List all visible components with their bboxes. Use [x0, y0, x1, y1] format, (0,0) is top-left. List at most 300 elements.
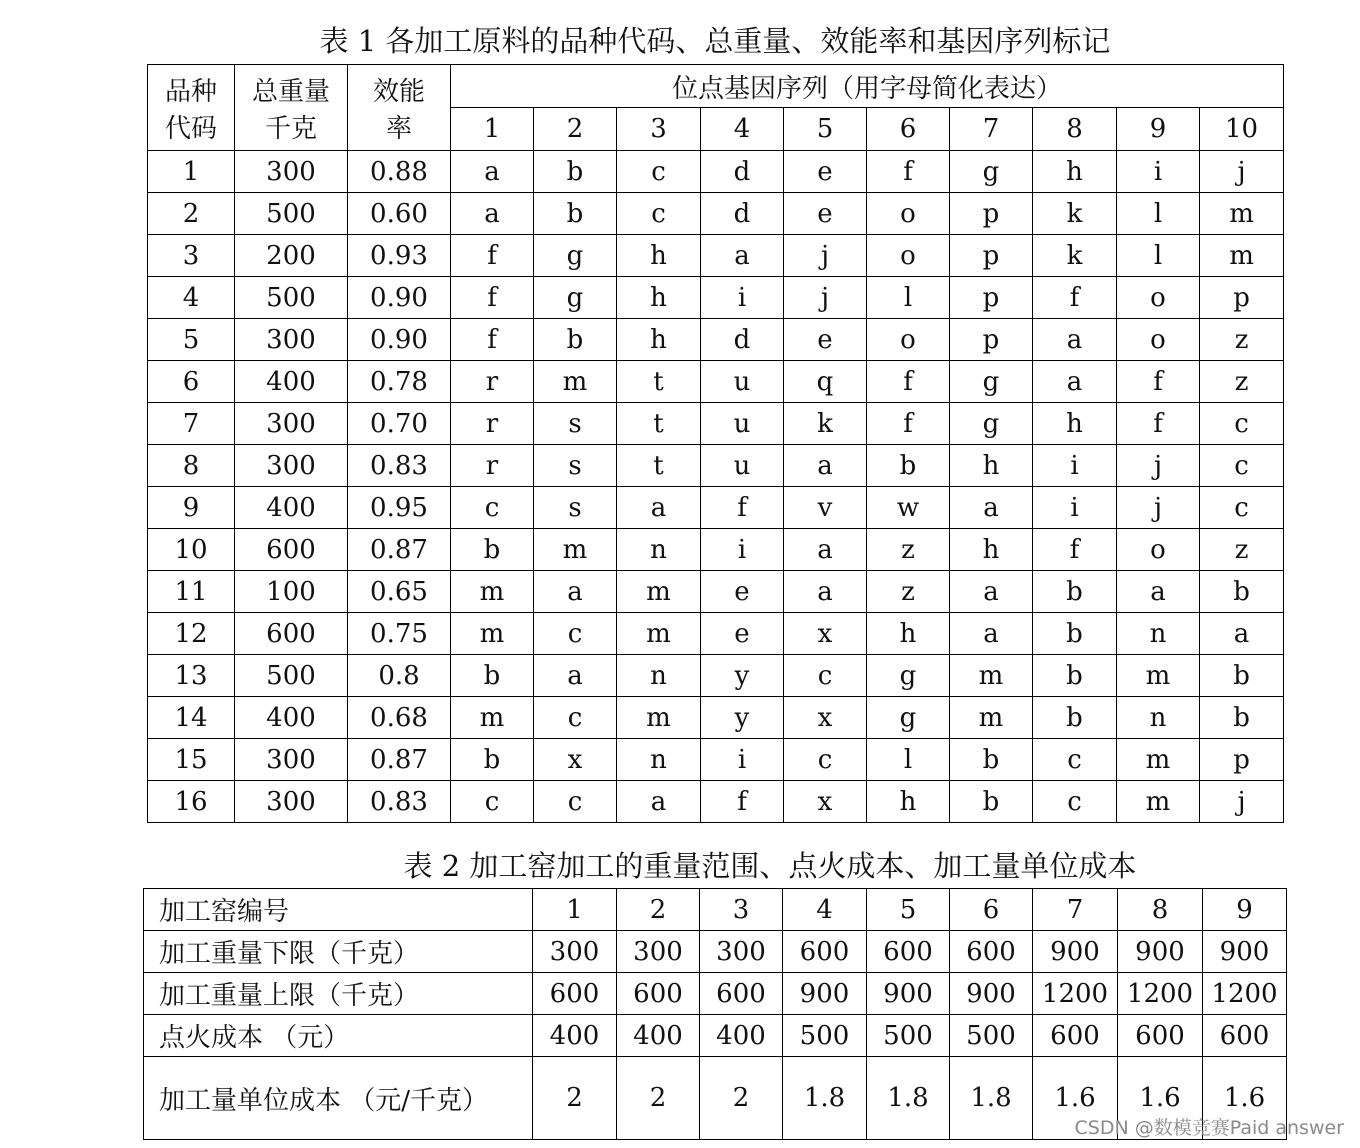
cell-gene: s	[534, 403, 617, 445]
cell-code: 11	[148, 571, 235, 613]
cell-gene: d	[701, 151, 784, 193]
row-label: 加工重量上限（千克）	[144, 973, 533, 1015]
cell-value: 4	[783, 889, 867, 931]
cell-gene: j	[1117, 487, 1200, 529]
cell-gene: x	[534, 739, 617, 781]
cell-gene: a	[1033, 361, 1117, 403]
cell-gene: p	[950, 277, 1033, 319]
header-weight-line1: 总重量	[251, 76, 330, 107]
cell-code: 2	[148, 193, 235, 235]
cell-gene: j	[1117, 445, 1200, 487]
cell-rate: 0.90	[348, 277, 451, 319]
cell-gene: f	[1033, 529, 1117, 571]
cell-gene: o	[1117, 529, 1200, 571]
cell-rate: 0.87	[348, 529, 451, 571]
cell-rate: 0.83	[348, 445, 451, 487]
header-code-line1: 品种	[164, 76, 217, 107]
cell-value: 2	[533, 1057, 617, 1140]
table-row	[148, 739, 1284, 781]
header-position: 8	[1033, 108, 1117, 151]
cell-gene: a	[451, 193, 534, 235]
table-row	[148, 319, 1284, 361]
cell-weight: 500	[235, 655, 348, 697]
table-row	[148, 697, 1284, 739]
cell-rate: 0.88	[348, 151, 451, 193]
cell-gene: h	[617, 235, 701, 277]
cell-rate: 0.90	[348, 319, 451, 361]
cell-gene: o	[867, 193, 950, 235]
cell-weight: 500	[235, 193, 348, 235]
cell-value: 600	[950, 931, 1033, 973]
cell-rate: 0.78	[348, 361, 451, 403]
cell-gene: i	[1033, 445, 1117, 487]
cell-gene: a	[617, 781, 701, 823]
cell-gene: l	[1117, 235, 1200, 277]
cell-gene: a	[1033, 319, 1117, 361]
cell-gene: d	[701, 193, 784, 235]
cell-gene: r	[451, 361, 534, 403]
cell-gene: u	[701, 361, 784, 403]
cell-gene: d	[701, 319, 784, 361]
cell-gene: m	[1117, 739, 1200, 781]
header-code	[148, 65, 235, 151]
cell-value: 1.8	[783, 1057, 867, 1140]
cell-gene: b	[1033, 571, 1117, 613]
cell-gene: x	[784, 781, 867, 823]
cell-gene: m	[1200, 235, 1284, 277]
cell-gene: u	[701, 445, 784, 487]
cell-gene: b	[451, 655, 534, 697]
cell-gene: e	[784, 319, 867, 361]
cell-gene: s	[534, 445, 617, 487]
cell-weight: 600	[235, 613, 348, 655]
cell-gene: c	[1033, 739, 1117, 781]
cell-value: 2	[617, 1057, 700, 1140]
cell-code: 15	[148, 739, 235, 781]
cell-value: 600	[533, 973, 617, 1015]
cell-gene: u	[701, 403, 784, 445]
header-position: 5	[784, 108, 867, 151]
cell-value: 3	[700, 889, 783, 931]
cell-gene: b	[534, 151, 617, 193]
cell-weight: 100	[235, 571, 348, 613]
cell-gene: m	[1117, 781, 1200, 823]
cell-gene: o	[1117, 319, 1200, 361]
cell-gene: h	[1033, 151, 1117, 193]
cell-value: 600	[617, 973, 700, 1015]
cell-gene: m	[534, 361, 617, 403]
cell-gene: z	[867, 571, 950, 613]
cell-gene: l	[867, 277, 950, 319]
header-position: 3	[617, 108, 701, 151]
cell-value: 7	[1033, 889, 1118, 931]
table-row	[148, 193, 1284, 235]
cell-gene: g	[534, 235, 617, 277]
table-row	[148, 151, 1284, 193]
cell-gene: i	[701, 529, 784, 571]
table-row	[148, 277, 1284, 319]
cell-gene: b	[1033, 697, 1117, 739]
cell-rate: 0.93	[348, 235, 451, 277]
cell-code: 10	[148, 529, 235, 571]
cell-gene: f	[1117, 403, 1200, 445]
cell-value: 900	[950, 973, 1033, 1015]
table-row	[148, 613, 1284, 655]
row-label: 加工量单位成本 （元/千克）	[144, 1057, 533, 1140]
cell-value: 1.6	[1118, 1057, 1203, 1140]
cell-gene: g	[867, 697, 950, 739]
cell-gene: c	[617, 151, 701, 193]
cell-gene: e	[701, 571, 784, 613]
cell-gene: a	[1200, 613, 1284, 655]
cell-gene: f	[451, 319, 534, 361]
cell-value: 1200	[1118, 973, 1203, 1015]
row-label: 加工重量下限（千克）	[144, 931, 533, 973]
cell-gene: p	[1200, 739, 1284, 781]
cell-gene: h	[617, 319, 701, 361]
cell-gene: k	[1033, 235, 1117, 277]
cell-value: 1200	[1203, 973, 1287, 1015]
cell-rate: 0.95	[348, 487, 451, 529]
table-row	[144, 1015, 1287, 1057]
table-row	[148, 571, 1284, 613]
header-rate	[348, 65, 451, 151]
cell-value: 900	[1033, 931, 1118, 973]
cell-gene: c	[617, 193, 701, 235]
cell-gene: f	[1117, 361, 1200, 403]
cell-gene: i	[1117, 151, 1200, 193]
header-position: 9	[1117, 108, 1200, 151]
cell-gene: r	[451, 445, 534, 487]
cell-gene: c	[451, 487, 534, 529]
cell-gene: a	[701, 235, 784, 277]
cell-gene: a	[950, 613, 1033, 655]
cell-gene: a	[784, 529, 867, 571]
cell-value: 1.6	[1203, 1057, 1287, 1140]
cell-gene: w	[867, 487, 950, 529]
cell-gene: z	[867, 529, 950, 571]
cell-gene: q	[784, 361, 867, 403]
table-row	[144, 973, 1287, 1015]
cell-rate: 0.68	[348, 697, 451, 739]
row-label: 点火成本 （元）	[144, 1015, 533, 1057]
cell-gene: b	[534, 319, 617, 361]
cell-gene: h	[950, 529, 1033, 571]
cell-weight: 300	[235, 739, 348, 781]
cell-value: 900	[783, 973, 867, 1015]
cell-value: 2	[617, 889, 700, 931]
table-row	[148, 781, 1284, 823]
cell-gene: n	[617, 655, 701, 697]
table-row	[144, 931, 1287, 973]
cell-gene: m	[950, 697, 1033, 739]
cell-gene: a	[950, 487, 1033, 529]
cell-rate: 0.75	[348, 613, 451, 655]
cell-value: 600	[867, 931, 950, 973]
row-label: 加工窑编号	[144, 889, 533, 931]
cell-weight: 400	[235, 697, 348, 739]
cell-value: 600	[1118, 1015, 1203, 1057]
header-position: 4	[701, 108, 784, 151]
cell-gene: z	[1200, 361, 1284, 403]
cell-gene: l	[1117, 193, 1200, 235]
cell-gene: c	[1033, 781, 1117, 823]
cell-weight: 600	[235, 529, 348, 571]
cell-code: 16	[148, 781, 235, 823]
cell-gene: b	[1200, 697, 1284, 739]
cell-gene: c	[534, 613, 617, 655]
cell-gene: b	[950, 739, 1033, 781]
cell-weight: 500	[235, 277, 348, 319]
watermark: CSDN @数模竞赛Paid answer	[1074, 1117, 1344, 1139]
cell-value: 900	[867, 973, 950, 1015]
cell-value: 5	[867, 889, 950, 931]
cell-gene: a	[784, 445, 867, 487]
cell-gene: p	[950, 319, 1033, 361]
cell-gene: a	[1117, 571, 1200, 613]
cell-value: 400	[617, 1015, 700, 1057]
cell-value: 300	[533, 931, 617, 973]
cell-gene: z	[1200, 529, 1284, 571]
cell-weight: 300	[235, 319, 348, 361]
cell-gene: b	[1200, 655, 1284, 697]
cell-value: 8	[1118, 889, 1203, 931]
cell-gene: h	[867, 781, 950, 823]
cell-code: 8	[148, 445, 235, 487]
header-seq-group: 位点基因序列（用字母简化表达）	[451, 65, 1284, 108]
cell-gene: m	[1200, 193, 1284, 235]
cell-code: 13	[148, 655, 235, 697]
cell-gene: g	[867, 655, 950, 697]
cell-code: 3	[148, 235, 235, 277]
cell-gene: j	[784, 235, 867, 277]
cell-value: 400	[700, 1015, 783, 1057]
cell-gene: k	[1033, 193, 1117, 235]
cell-value: 300	[617, 931, 700, 973]
cell-gene: c	[1200, 487, 1284, 529]
cell-gene: b	[1200, 571, 1284, 613]
header-position: 10	[1200, 108, 1284, 151]
cell-gene: f	[1033, 277, 1117, 319]
cell-gene: m	[451, 613, 534, 655]
cell-gene: t	[617, 403, 701, 445]
cell-code: 12	[148, 613, 235, 655]
cell-gene: y	[701, 655, 784, 697]
cell-gene: c	[784, 739, 867, 781]
cell-gene: p	[950, 235, 1033, 277]
cell-gene: l	[867, 739, 950, 781]
cell-gene: n	[1117, 697, 1200, 739]
cell-gene: p	[1200, 277, 1284, 319]
cell-gene: x	[784, 613, 867, 655]
cell-value: 500	[950, 1015, 1033, 1057]
cell-weight: 400	[235, 487, 348, 529]
cell-rate: 0.8	[348, 655, 451, 697]
cell-gene: f	[867, 151, 950, 193]
cell-gene: h	[950, 445, 1033, 487]
cell-rate: 0.60	[348, 193, 451, 235]
cell-value: 9	[1203, 889, 1287, 931]
table-row	[148, 487, 1284, 529]
cell-gene: n	[617, 739, 701, 781]
cell-value: 600	[1033, 1015, 1118, 1057]
table-row	[148, 403, 1284, 445]
header-rate-line1: 效能	[372, 76, 425, 107]
cell-gene: b	[534, 193, 617, 235]
cell-gene: g	[950, 151, 1033, 193]
cell-weight: 400	[235, 361, 348, 403]
cell-weight: 200	[235, 235, 348, 277]
cell-gene: f	[701, 487, 784, 529]
cell-gene: z	[1200, 319, 1284, 361]
table-row	[148, 361, 1284, 403]
cell-code: 1	[148, 151, 235, 193]
cell-value: 600	[783, 931, 867, 973]
cell-rate: 0.65	[348, 571, 451, 613]
header-position: 6	[867, 108, 950, 151]
cell-gene: m	[451, 571, 534, 613]
table-row	[148, 445, 1284, 487]
cell-weight: 300	[235, 151, 348, 193]
cell-gene: m	[451, 697, 534, 739]
cell-gene: a	[950, 571, 1033, 613]
cell-value: 1	[533, 889, 617, 931]
cell-value: 900	[1203, 931, 1287, 973]
cell-gene: m	[534, 529, 617, 571]
cell-gene: o	[1117, 277, 1200, 319]
table2-kiln-data	[143, 888, 1287, 1140]
table-row	[148, 529, 1284, 571]
cell-gene: e	[784, 151, 867, 193]
cell-gene: c	[451, 781, 534, 823]
cell-gene: e	[784, 193, 867, 235]
cell-gene: c	[1200, 445, 1284, 487]
cell-value: 1200	[1033, 973, 1118, 1015]
cell-weight: 300	[235, 403, 348, 445]
table-row	[148, 235, 1284, 277]
cell-gene: b	[451, 529, 534, 571]
cell-value: 2	[700, 1057, 783, 1140]
cell-gene: t	[617, 361, 701, 403]
cell-gene: j	[784, 277, 867, 319]
cell-rate: 0.87	[348, 739, 451, 781]
cell-gene: f	[867, 361, 950, 403]
cell-gene: k	[784, 403, 867, 445]
cell-gene: a	[534, 571, 617, 613]
cell-value: 300	[700, 931, 783, 973]
cell-gene: m	[950, 655, 1033, 697]
cell-gene: i	[1033, 487, 1117, 529]
cell-value: 1.8	[867, 1057, 950, 1140]
header-rate-line2: 率	[385, 113, 412, 144]
table2-caption: 表 2 加工窑加工的重量范围、点火成本、加工量单位成本	[403, 849, 1137, 883]
cell-gene: n	[1117, 613, 1200, 655]
cell-value: 6	[950, 889, 1033, 931]
cell-gene: a	[617, 487, 701, 529]
cell-value: 1.6	[1033, 1057, 1118, 1140]
table-row	[148, 655, 1284, 697]
cell-gene: g	[534, 277, 617, 319]
cell-gene: f	[867, 403, 950, 445]
cell-gene: a	[451, 151, 534, 193]
cell-weight: 300	[235, 781, 348, 823]
cell-gene: t	[617, 445, 701, 487]
cell-gene: m	[617, 571, 701, 613]
cell-code: 5	[148, 319, 235, 361]
cell-gene: b	[451, 739, 534, 781]
cell-gene: b	[867, 445, 950, 487]
cell-gene: f	[451, 235, 534, 277]
cell-value: 600	[1203, 1015, 1287, 1057]
cell-gene: j	[1200, 781, 1284, 823]
cell-value: 400	[533, 1015, 617, 1057]
cell-gene: f	[701, 781, 784, 823]
header-weight	[235, 65, 348, 151]
cell-gene: a	[534, 655, 617, 697]
cell-value: 1.8	[950, 1057, 1033, 1140]
cell-code: 14	[148, 697, 235, 739]
cell-gene: e	[701, 613, 784, 655]
cell-gene: f	[451, 277, 534, 319]
cell-gene: j	[1200, 151, 1284, 193]
cell-code: 7	[148, 403, 235, 445]
header-code-line2: 代码	[164, 113, 217, 144]
cell-gene: c	[1200, 403, 1284, 445]
cell-gene: o	[867, 235, 950, 277]
cell-gene: y	[701, 697, 784, 739]
cell-code: 9	[148, 487, 235, 529]
cell-gene: o	[867, 319, 950, 361]
cell-gene: s	[534, 487, 617, 529]
cell-gene: c	[534, 781, 617, 823]
cell-gene: r	[451, 403, 534, 445]
cell-gene: i	[701, 277, 784, 319]
cell-gene: x	[784, 697, 867, 739]
header-position: 2	[534, 108, 617, 151]
cell-gene: n	[617, 529, 701, 571]
cell-gene: h	[867, 613, 950, 655]
cell-gene: m	[617, 613, 701, 655]
cell-value: 600	[700, 973, 783, 1015]
header-weight-line2: 千克	[264, 113, 317, 144]
table1-variety-data	[147, 64, 1284, 823]
table1-caption: 表 1 各加工原料的品种代码、总重量、效能率和基因序列标记	[319, 24, 1111, 58]
cell-code: 4	[148, 277, 235, 319]
cell-code: 6	[148, 361, 235, 403]
cell-gene: h	[1033, 403, 1117, 445]
cell-gene: c	[784, 655, 867, 697]
cell-weight: 300	[235, 445, 348, 487]
header-position: 1	[451, 108, 534, 151]
cell-gene: i	[701, 739, 784, 781]
cell-value: 500	[867, 1015, 950, 1057]
cell-rate: 0.83	[348, 781, 451, 823]
cell-gene: b	[1033, 655, 1117, 697]
cell-gene: h	[617, 277, 701, 319]
cell-gene: p	[950, 193, 1033, 235]
cell-value: 900	[1118, 931, 1203, 973]
cell-gene: m	[617, 697, 701, 739]
cell-gene: b	[950, 781, 1033, 823]
cell-gene: a	[784, 571, 867, 613]
cell-value: 500	[783, 1015, 867, 1057]
header-position: 7	[950, 108, 1033, 151]
cell-gene: m	[1117, 655, 1200, 697]
cell-gene: g	[950, 361, 1033, 403]
table-row	[144, 889, 1287, 931]
cell-rate: 0.70	[348, 403, 451, 445]
cell-gene: v	[784, 487, 867, 529]
